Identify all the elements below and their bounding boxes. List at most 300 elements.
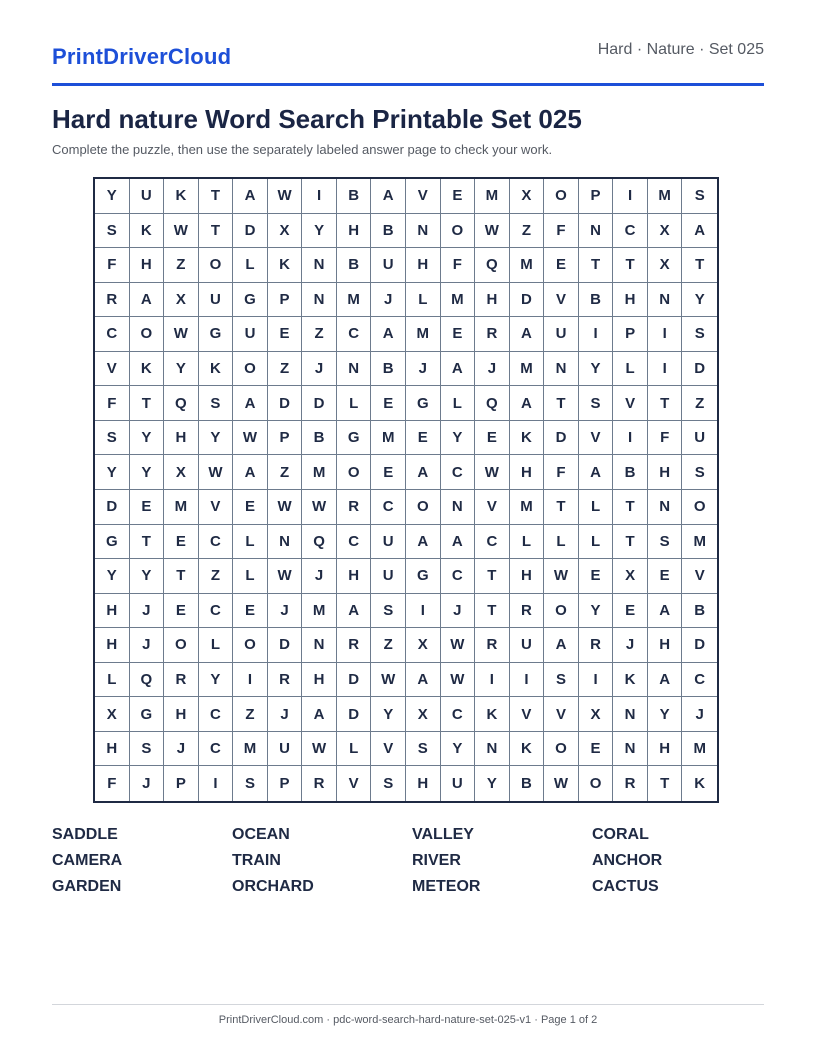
grid-cell: S [371, 594, 406, 629]
grid-cell: R [475, 317, 510, 352]
grid-cell: Y [164, 352, 199, 387]
grid-cell: C [337, 525, 372, 560]
grid-cell: O [130, 317, 165, 352]
grid-cell: I [199, 766, 234, 801]
grid-cell: S [682, 317, 717, 352]
grid-cell: T [682, 248, 717, 283]
grid-cell: M [441, 283, 476, 318]
grid-cell: C [682, 663, 717, 698]
grid-cell: W [475, 455, 510, 490]
grid-cell: S [544, 663, 579, 698]
grid-cell: Y [199, 421, 234, 456]
grid-cell: T [648, 766, 683, 801]
grid-cell: A [337, 594, 372, 629]
grid-cell: U [233, 317, 268, 352]
grid-cell: N [613, 732, 648, 767]
grid-cell: B [302, 421, 337, 456]
grid-cell: V [544, 283, 579, 318]
grid-cell: L [95, 663, 130, 698]
grid-cell: T [613, 490, 648, 525]
grid-cell: X [268, 214, 303, 249]
grid-cell: I [579, 663, 614, 698]
grid-cell: V [579, 421, 614, 456]
grid-cell: K [268, 248, 303, 283]
grid-cell: P [164, 766, 199, 801]
word-list-item: METEOR [412, 878, 481, 895]
grid-cell: S [406, 732, 441, 767]
grid-cell: R [579, 628, 614, 663]
grid-cell: Z [268, 455, 303, 490]
grid-cell: J [302, 352, 337, 387]
grid-cell: S [95, 421, 130, 456]
grid-cell: K [164, 179, 199, 214]
grid-cell: N [544, 352, 579, 387]
grid-cell: W [371, 663, 406, 698]
grid-cell: E [268, 317, 303, 352]
grid-cell: Z [510, 214, 545, 249]
grid-cell: O [337, 455, 372, 490]
grid-cell: J [302, 559, 337, 594]
grid-cell: T [475, 594, 510, 629]
grid-cell: V [475, 490, 510, 525]
grid-cell: U [441, 766, 476, 801]
word-list [52, 824, 764, 902]
grid-cell: E [233, 594, 268, 629]
grid-cell: G [130, 697, 165, 732]
grid-cell: H [613, 283, 648, 318]
grid-cell: Q [164, 386, 199, 421]
grid-cell: L [544, 525, 579, 560]
grid-cell: K [130, 214, 165, 249]
grid-cell: I [475, 663, 510, 698]
grid-cell: C [199, 732, 234, 767]
word-list-item: ANCHOR [592, 852, 663, 869]
brand-logo[interactable]: PrintDriverCloud [52, 44, 232, 69]
grid-cell: C [199, 525, 234, 560]
word-list-item: CAMERA [52, 852, 123, 869]
grid-cell: S [371, 766, 406, 801]
grid-cell: D [682, 628, 717, 663]
word-search-grid [93, 177, 719, 803]
grid-cell: E [544, 248, 579, 283]
grid-cell: O [544, 732, 579, 767]
grid-cell: A [682, 214, 717, 249]
grid-cell: Z [199, 559, 234, 594]
grid-cell: Q [302, 525, 337, 560]
grid-cell: S [199, 386, 234, 421]
grid-cell: I [579, 317, 614, 352]
grid-cell: H [648, 455, 683, 490]
grid-cell: K [130, 352, 165, 387]
grid-cell: D [268, 386, 303, 421]
grid-cell: I [510, 663, 545, 698]
grid-cell: J [441, 594, 476, 629]
grid-cell: E [475, 421, 510, 456]
grid-cell: K [475, 697, 510, 732]
grid-cell: K [510, 421, 545, 456]
grid-cell: A [233, 386, 268, 421]
grid-cell: S [648, 525, 683, 560]
grid-cell: M [510, 248, 545, 283]
grid-cell: E [648, 559, 683, 594]
grid-cell: Y [199, 663, 234, 698]
grid-cell: E [579, 732, 614, 767]
grid-cell: P [579, 179, 614, 214]
grid-cell: W [475, 214, 510, 249]
grid-cell: Y [95, 455, 130, 490]
grid-cell: P [268, 766, 303, 801]
grid-cell: M [406, 317, 441, 352]
word-list-item: VALLEY [412, 826, 474, 843]
grid-cell: G [95, 525, 130, 560]
grid-cell: I [233, 663, 268, 698]
grid-cell: F [95, 248, 130, 283]
grid-cell: C [613, 214, 648, 249]
grid-cell: Y [579, 352, 614, 387]
grid-cell: A [371, 179, 406, 214]
word-list-item: OCEAN [232, 826, 290, 843]
grid-cell: U [130, 179, 165, 214]
grid-cell: L [441, 386, 476, 421]
grid-cell: K [199, 352, 234, 387]
grid-cell: J [613, 628, 648, 663]
word-list-item: GARDEN [52, 878, 122, 895]
word-list-item: CORAL [592, 826, 649, 843]
grid-cell: G [337, 421, 372, 456]
grid-cell: H [164, 421, 199, 456]
grid-cell: R [475, 628, 510, 663]
grid-cell: O [579, 766, 614, 801]
grid-cell: H [406, 766, 441, 801]
grid-cell: N [441, 490, 476, 525]
grid-cell: M [510, 490, 545, 525]
grid-cell: Z [371, 628, 406, 663]
grid-cell: W [164, 214, 199, 249]
grid-cell: Y [648, 697, 683, 732]
grid-cell: E [233, 490, 268, 525]
grid-cell: G [199, 317, 234, 352]
grid-cell: X [510, 179, 545, 214]
footer-divider [52, 1004, 764, 1005]
grid-cell: E [130, 490, 165, 525]
grid-cell: O [544, 179, 579, 214]
grid-cell: N [268, 525, 303, 560]
grid-cell: G [406, 559, 441, 594]
grid-cell: W [544, 559, 579, 594]
grid-cell: L [406, 283, 441, 318]
grid-cell: W [268, 559, 303, 594]
grid-cell: B [371, 352, 406, 387]
grid-cell: L [337, 386, 372, 421]
grid-cell: I [648, 317, 683, 352]
grid-cell: D [510, 283, 545, 318]
grid-cell: J [130, 766, 165, 801]
grid-cell: O [682, 490, 717, 525]
grid-cell: L [233, 559, 268, 594]
grid-cell: A [371, 317, 406, 352]
grid-cell: R [510, 594, 545, 629]
grid-cell: O [164, 628, 199, 663]
grid-cell: Y [371, 697, 406, 732]
grid-cell: I [406, 594, 441, 629]
grid-cell: O [233, 352, 268, 387]
grid-cell: S [233, 766, 268, 801]
grid-cell: D [337, 663, 372, 698]
grid-cell: U [268, 732, 303, 767]
grid-cell: D [233, 214, 268, 249]
grid-cell: F [544, 214, 579, 249]
grid-cell: C [441, 697, 476, 732]
grid-cell: A [406, 455, 441, 490]
grid-cell: E [371, 455, 406, 490]
grid-cell: A [441, 525, 476, 560]
grid-cell: F [95, 386, 130, 421]
grid-cell: N [648, 283, 683, 318]
grid-cell: B [613, 455, 648, 490]
grid-cell: R [95, 283, 130, 318]
grid-cell: R [268, 663, 303, 698]
grid-cell: E [441, 317, 476, 352]
grid-cell: M [302, 594, 337, 629]
grid-cell: B [371, 214, 406, 249]
grid-cell: Z [268, 352, 303, 387]
grid-cell: W [268, 490, 303, 525]
grid-cell: B [337, 179, 372, 214]
grid-cell: O [233, 628, 268, 663]
grid-cell: S [682, 179, 717, 214]
grid-cell: W [302, 732, 337, 767]
grid-cell: M [302, 455, 337, 490]
grid-cell: U [371, 525, 406, 560]
grid-cell: N [302, 248, 337, 283]
grid-cell: Z [302, 317, 337, 352]
grid-cell: O [544, 594, 579, 629]
grid-cell: V [199, 490, 234, 525]
grid-cell: W [199, 455, 234, 490]
grid-cell: V [544, 697, 579, 732]
grid-cell: G [406, 386, 441, 421]
page-footer: PrintDriverCloud.com · pdc-word-search-hard-nature-set-025-v1 · Page 1 of 2 [218, 1014, 598, 1026]
grid-cell: T [544, 386, 579, 421]
grid-cell: H [337, 214, 372, 249]
grid-cell: L [579, 490, 614, 525]
grid-cell: Z [233, 697, 268, 732]
grid-cell: V [613, 386, 648, 421]
grid-cell: H [337, 559, 372, 594]
grid-cell: N [579, 214, 614, 249]
grid-cell: J [268, 697, 303, 732]
grid-cell: E [406, 421, 441, 456]
grid-cell: T [199, 214, 234, 249]
grid-cell: L [510, 525, 545, 560]
grid-cell: H [302, 663, 337, 698]
grid-cell: D [302, 386, 337, 421]
grid-cell: B [579, 283, 614, 318]
grid-cell: A [441, 352, 476, 387]
grid-cell: G [233, 283, 268, 318]
grid-cell: J [406, 352, 441, 387]
grid-cell: L [337, 732, 372, 767]
grid-cell: P [613, 317, 648, 352]
grid-cell: M [475, 179, 510, 214]
grid-cell: C [199, 594, 234, 629]
grid-cell: T [648, 386, 683, 421]
word-list-item: SADDLE [52, 826, 118, 843]
word-list-item: TRAIN [232, 852, 281, 869]
breadcrumb: Hard · Nature · Set 025 [597, 41, 764, 58]
grid-cell: W [268, 179, 303, 214]
grid-cell: R [337, 490, 372, 525]
grid-cell: W [302, 490, 337, 525]
grid-cell: L [233, 248, 268, 283]
grid-cell: V [682, 559, 717, 594]
grid-cell: K [510, 732, 545, 767]
grid-cell: V [95, 352, 130, 387]
grid-cell: W [544, 766, 579, 801]
grid-cell: X [164, 455, 199, 490]
grid-cell: H [406, 248, 441, 283]
grid-cell: V [337, 766, 372, 801]
grid-cell: U [199, 283, 234, 318]
grid-cell: D [682, 352, 717, 387]
grid-cell: Y [302, 214, 337, 249]
grid-cell: V [406, 179, 441, 214]
grid-cell: H [648, 628, 683, 663]
grid-cell: Y [475, 766, 510, 801]
grid-cell: L [233, 525, 268, 560]
grid-cell: P [268, 283, 303, 318]
word-list-item: RIVER [412, 852, 461, 869]
grid-cell: C [199, 697, 234, 732]
grid-cell: C [441, 455, 476, 490]
grid-cell: E [579, 559, 614, 594]
grid-cell: T [544, 490, 579, 525]
grid-cell: A [648, 594, 683, 629]
grid-cell: P [268, 421, 303, 456]
grid-cell: H [130, 248, 165, 283]
grid-cell: T [199, 179, 234, 214]
grid-cell: X [406, 697, 441, 732]
grid-cell: F [441, 248, 476, 283]
grid-cell: T [475, 559, 510, 594]
grid-cell: A [579, 455, 614, 490]
grid-cell: O [406, 490, 441, 525]
grid-cell: S [95, 214, 130, 249]
grid-cell: Q [130, 663, 165, 698]
grid-cell: E [613, 594, 648, 629]
grid-cell: N [337, 352, 372, 387]
grid-cell: A [510, 317, 545, 352]
grid-cell: O [441, 214, 476, 249]
grid-cell: M [510, 352, 545, 387]
grid-cell: A [648, 663, 683, 698]
grid-cell: Y [95, 559, 130, 594]
page-subtitle: Complete the puzzle, then use the separately labeled answer page to check your work. [52, 142, 553, 157]
grid-cell: U [544, 317, 579, 352]
page-title: Hard nature Word Search Printable Set 025 [52, 104, 582, 134]
grid-cell: E [164, 525, 199, 560]
grid-cell: V [510, 697, 545, 732]
grid-cell: A [544, 628, 579, 663]
grid-cell: C [337, 317, 372, 352]
grid-cell: S [130, 732, 165, 767]
grid-cell: W [441, 663, 476, 698]
grid-cell: Y [579, 594, 614, 629]
grid-cell: H [95, 732, 130, 767]
grid-cell: R [164, 663, 199, 698]
grid-cell: F [95, 766, 130, 801]
grid-cell: J [371, 283, 406, 318]
grid-cell: J [268, 594, 303, 629]
grid-cell: H [510, 559, 545, 594]
grid-cell: W [233, 421, 268, 456]
grid-cell: C [441, 559, 476, 594]
grid-cell: R [337, 628, 372, 663]
grid-cell: A [233, 455, 268, 490]
grid-cell: H [648, 732, 683, 767]
grid-cell: X [406, 628, 441, 663]
grid-cell: N [406, 214, 441, 249]
grid-cell: V [371, 732, 406, 767]
grid-cell: T [613, 525, 648, 560]
grid-cell: L [579, 525, 614, 560]
grid-cell: M [371, 421, 406, 456]
grid-cell: U [682, 421, 717, 456]
grid-cell: Y [130, 421, 165, 456]
grid-cell: H [95, 628, 130, 663]
grid-cell: Y [441, 732, 476, 767]
word-list-item: ORCHARD [232, 878, 314, 895]
grid-cell: J [164, 732, 199, 767]
grid-cell: E [371, 386, 406, 421]
grid-cell: N [302, 628, 337, 663]
grid-cell: H [475, 283, 510, 318]
grid-cell: M [648, 179, 683, 214]
grid-cell: T [579, 248, 614, 283]
grid-cell: E [164, 594, 199, 629]
grid-cell: Q [475, 386, 510, 421]
grid-cell: O [199, 248, 234, 283]
grid-cell: Y [130, 559, 165, 594]
grid-cell: Y [441, 421, 476, 456]
grid-cell: A [406, 525, 441, 560]
grid-cell: N [648, 490, 683, 525]
grid-cell: S [682, 455, 717, 490]
grid-cell: U [371, 248, 406, 283]
grid-cell: M [337, 283, 372, 318]
grid-cell: J [475, 352, 510, 387]
grid-cell: U [510, 628, 545, 663]
grid-cell: R [302, 766, 337, 801]
grid-cell: T [130, 525, 165, 560]
grid-cell: X [95, 697, 130, 732]
grid-cell: H [95, 594, 130, 629]
grid-cell: K [613, 663, 648, 698]
grid-cell: A [510, 386, 545, 421]
grid-cell: X [579, 697, 614, 732]
grid-cell: A [130, 283, 165, 318]
grid-cell: X [648, 214, 683, 249]
grid-cell: B [510, 766, 545, 801]
grid-cell: K [694, 775, 706, 793]
grid-cell: B [337, 248, 372, 283]
grid-cell: Z [164, 248, 199, 283]
grid-cell: T [130, 386, 165, 421]
worksheet-page [52, 0, 764, 1056]
grid-cell: Q [475, 248, 510, 283]
grid-cell: M [233, 732, 268, 767]
grid-cell: M [682, 732, 717, 767]
